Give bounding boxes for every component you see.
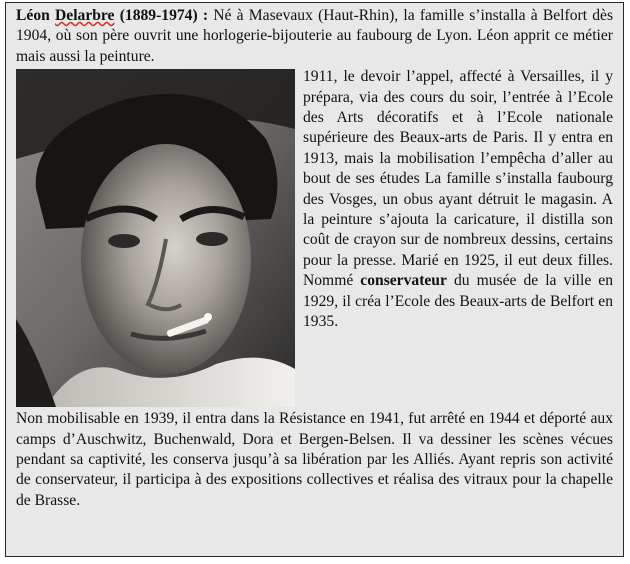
biography-box xyxy=(5,2,624,557)
biography-closing: Non mobilisable en 1939, il entra dans la Résistance en 1941, fut arrêté en 1944 et déporté aux camps d’Auschwitz, Buchenwald, Dora et Bergen-Belsen. Il va dessiner les scènes vécues pendant sa captivité, les conserva jusqu’à sa libération par les Alliés. Ayant repris son activité de conservateur, il participa à des expositions collectives et réalisa des vitraux pour la chapelle de Brasse. xyxy=(16,410,613,509)
surname-spellcheck[interactable]: Delarbre xyxy=(55,7,115,24)
person-name: Léon Delarbre (1889-1974) : xyxy=(16,7,209,24)
biography-middle: 1911, le devoir l’appel, affecté à Versailles, il y prépara, via des cours du soir, l’entrée à l’Ecole des Arts décoratifs et à l’Ecole nationale supérieure des Beaux-arts de Paris. Il y entra en 1913, mais la mobilisation l’empêcha d’aller au bout de ses études La famille s’installa faubourg des Vosges, un obus ayant détruit le magasin. A la peinture s’ajouta la caricature, il distilla son coût de crayon sur de nombreux dessins, certains pour la presse. Marié en 1925, il eut deux filles. Nommé conservateur du musée de la ville en 1929, il créa l’Ecole des Beaux-arts de Belfort en 1935. xyxy=(303,68,614,331)
life-dates: (1889-1974) xyxy=(119,7,198,24)
portrait-image xyxy=(16,69,295,407)
portrait-photo xyxy=(16,69,295,407)
conservateur-highlight: conservateur xyxy=(360,272,447,290)
intro-text: Né à Masevaux (Haut-Rhin), la famille s’installa à Belfort dès 1904, où son père ouvrit une horlogerie-bijouterie au faubourg de Lyon. Léon apprit ce métier mais aussi la peinture. xyxy=(16,7,614,65)
biography-intro xyxy=(16,6,613,67)
